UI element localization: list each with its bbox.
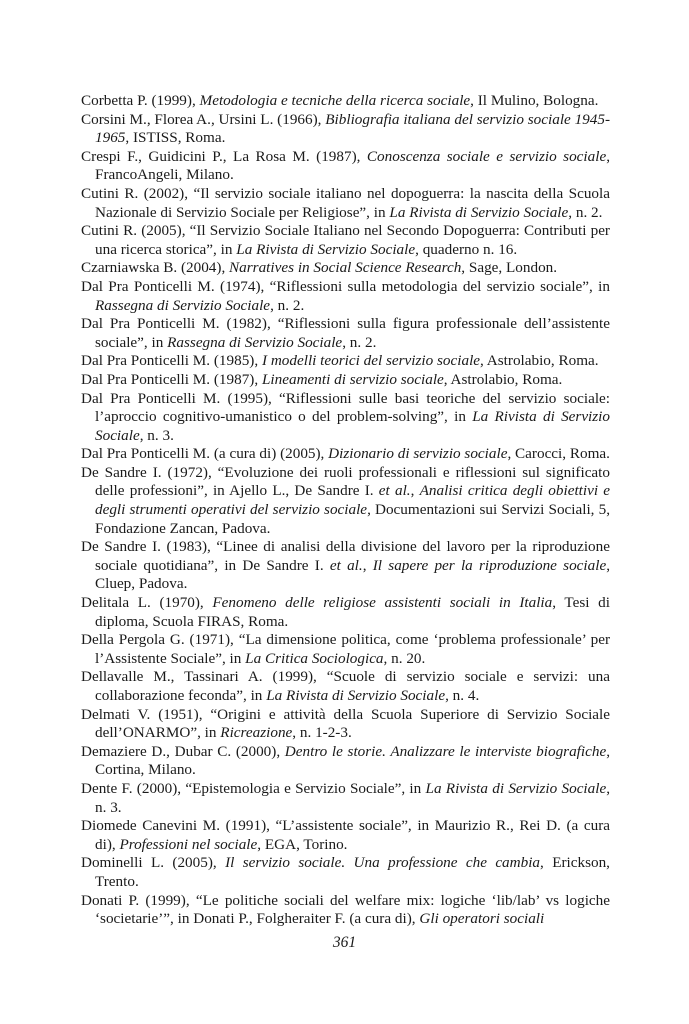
entry-text: , Astrolabio, Roma. — [480, 352, 599, 370]
entry-title: Ricreazione — [220, 724, 293, 742]
entry-text: , n. 1-2-3. — [292, 724, 352, 742]
entry-text: , Tesi di diploma, Scuola FIRAS, Roma. — [95, 594, 610, 630]
entry-text: Dellavalle M., Tassinari A. (1999), “Scuole di servizio sociale e servizi: una collaborazione feconda”, in — [81, 668, 610, 704]
entry-title: Rassegna di Servizio Sociale — [95, 296, 271, 314]
entry-text: Dal Pra Ponticelli M. (1974), “Riflessioni sulla metodologia del servizio sociale”, in — [81, 277, 610, 295]
entry-text: Dente F. (2000), “Epistemologia e Servizio Sociale”, in — [81, 779, 426, 797]
entry-text: , Erickson, Trento. — [95, 854, 610, 890]
entry-text: , Il Mulino, Bologna. — [470, 92, 599, 109]
entry-title: Rassegna di Servizio Sociale — [167, 333, 343, 351]
entry-title: Conoscenza sociale e servizio sociale — [366, 147, 607, 165]
entry-text: , n. 2. — [568, 203, 603, 221]
entry-text: , Carocci, Roma. — [507, 445, 610, 463]
bibliography-entry — [81, 148, 610, 185]
bibliography-entry — [81, 854, 610, 891]
entry-title: Dizionario di servizio sociale — [328, 445, 508, 463]
entry-text: Czarniawska B. (2004), — [81, 259, 230, 277]
bibliography-entry — [81, 464, 610, 538]
entry-text: Delitala L. (1970), — [81, 594, 213, 612]
entry-text: , n. 3. — [95, 779, 610, 816]
entry-text: De Sandre I. (1972), “Evoluzione dei ruoli professionali e riflessioni sul significato delle professioni”, in Ajello L., De Sandre I. — [81, 463, 610, 500]
entry-text: , n. 4. — [445, 687, 480, 704]
entry-title: Il servizio sociale. Una professione che cambia — [225, 854, 541, 872]
entry-text: , Sage, London. — [461, 259, 558, 277]
entry-text: Dal Pra Ponticelli M. (1995), “Riflessioni sulle basi teoriche del servizio sociale: l’aproccio cognitivo-umanistico o del problem-solving”, in — [81, 389, 610, 426]
bibliography-page — [81, 92, 610, 929]
entry-text: Dal Pra Ponticelli M. (1985), — [81, 352, 262, 370]
entry-text: , quaderno n. 16. — [415, 240, 518, 258]
entry-text: Corbetta P. (1999), — [81, 92, 200, 109]
entry-text: Dominelli L. (2005), — [81, 854, 226, 872]
entry-text: Dal Pra Ponticelli M. (1982), “Riflessioni sulla figura professionale dell’assistente sociale”, in — [81, 315, 610, 351]
entry-text: , — [410, 482, 420, 500]
bibliography-entry — [81, 278, 610, 315]
entry-text: , Astrolabio, Roma. — [443, 370, 563, 388]
entry-title: et al. — [378, 482, 411, 500]
bibliography-entry — [81, 743, 610, 780]
entry-title: Bibliografia italiana del servizio sociale 1945-1965 — [95, 110, 611, 147]
entry-text: , Documentazioni sui Servizi Sociali, 5, Fondazione Zancan, Padova. — [95, 501, 610, 537]
entry-title: Gli operatori sociali — [419, 910, 545, 928]
entry-text: , n. 20. — [383, 649, 426, 667]
entry-title: La Rivista di Servizio Sociale — [236, 240, 416, 258]
bibliography-entry — [81, 371, 610, 390]
entry-text: Dal Pra Ponticelli M. (a cura di) (2005), — [81, 445, 329, 463]
bibliography-entry — [81, 111, 610, 148]
entry-text: Donati P. (1999), “Le politiche sociali del welfare mix: logiche ‘lib/lab’ vs logiche ‘societarie’”, in Donati P., Folgheraiter F. (a cura di), — [81, 891, 610, 928]
entry-text: Dal Pra Ponticelli M. (1987), — [81, 370, 262, 388]
entry-title: La Rivista di Servizio Sociale — [389, 203, 569, 221]
bibliography-entry — [81, 92, 610, 111]
entry-text: , Cortina, Milano. — [95, 742, 610, 779]
bibliography-entry — [81, 817, 610, 854]
entry-text: Demaziere D., Dubar C. (2000), — [81, 742, 285, 760]
bibliography-entry — [81, 892, 610, 929]
entry-text: , n. 3. — [139, 426, 174, 444]
entry-text: , Cluep, Padova. — [95, 556, 610, 593]
bibliography-entry — [81, 352, 610, 371]
entry-text: , — [362, 556, 373, 574]
entry-title: Narratives in Social Science Research — [229, 259, 462, 277]
bibliography-entry — [81, 631, 610, 668]
entry-text: , n. 2. — [342, 333, 377, 351]
entry-title: Professioni nel sociale — [119, 835, 258, 853]
bibliography-entry — [81, 780, 610, 817]
entry-text: Della Pergola G. (1971), “La dimensione politica, come ‘problema professionale’ per l’Assistente Sociale”, in — [81, 631, 610, 667]
entry-text: Delmati V. (1951), “Origini e attività della Scuola Superiore di Servizio Sociale dell’ONARMO”, in — [81, 705, 610, 742]
entry-title: I modelli teorici del servizio sociale — [261, 352, 481, 370]
entry-title: Analisi critica degli obiettivi e degli strumenti operativi del servizio sociale — [95, 482, 611, 519]
entry-text: De Sandre I. (1983), “Linee di analisi della divisione del lavoro per la riproduzione sociale quotidiana”, in De Sandre I. — [81, 538, 610, 574]
entry-title: et al. — [329, 556, 363, 574]
entry-text: Corsini M., Florea A., Ursini L. (1966), — [81, 110, 326, 128]
entry-title: Metodologia e tecniche della ricerca sociale — [199, 92, 471, 109]
entry-text: , EGA, Torino. — [257, 835, 348, 853]
entry-title: Il sapere per la riproduzione sociale — [372, 556, 607, 574]
entry-title: La Rivista di Servizio Sociale — [266, 687, 446, 704]
entry-title: La Rivista di Servizio Sociale — [425, 779, 607, 797]
bibliography-entry — [81, 222, 610, 259]
entry-text: Diomede Canevini M. (1991), “L’assistente sociale”, in Maurizio R., Rei D. (a cura di), — [81, 817, 610, 853]
entry-text: Cutini R. (2002), “Il servizio sociale italiano nel dopoguerra: la nascita della Scuola Nazionale di Servizio Sociale per Religiose”, in — [81, 184, 610, 221]
entry-title: La Critica Sociologica — [245, 649, 384, 667]
entry-title: La Rivista di Servizio Sociale — [95, 408, 611, 444]
entry-text: , ISTISS, Roma. — [125, 129, 226, 147]
bibliography-entry — [81, 706, 610, 743]
bibliography-entry — [81, 259, 610, 278]
entry-text: , n. 2. — [270, 296, 305, 314]
bibliography-entry — [81, 668, 610, 705]
bibliography-entry — [81, 594, 610, 631]
entry-text: Cutini R. (2005), “Il Servizio Sociale Italiano nel Secondo Dopoguerra: Contributi per una ricerca storica”, in — [81, 222, 610, 258]
bibliography-entry — [81, 445, 610, 464]
entry-title: Fenomeno delle religiose assistenti sociali in Italia — [212, 594, 553, 612]
entry-title: Lineamenti di servizio sociale — [261, 370, 444, 388]
bibliography-entry — [81, 390, 610, 446]
entry-title: Dentro le storie. Analizzare le interviste biografiche — [284, 742, 607, 760]
page-number: 361 — [332, 934, 357, 951]
bibliography-entry — [81, 538, 610, 594]
bibliography-entry — [81, 315, 610, 352]
entry-text: Crespi F., Guidicini P., La Rosa M. (1987), — [81, 147, 367, 165]
entry-text: , FrancoAngeli, Milano. — [95, 147, 610, 184]
bibliography-entry — [81, 185, 610, 222]
